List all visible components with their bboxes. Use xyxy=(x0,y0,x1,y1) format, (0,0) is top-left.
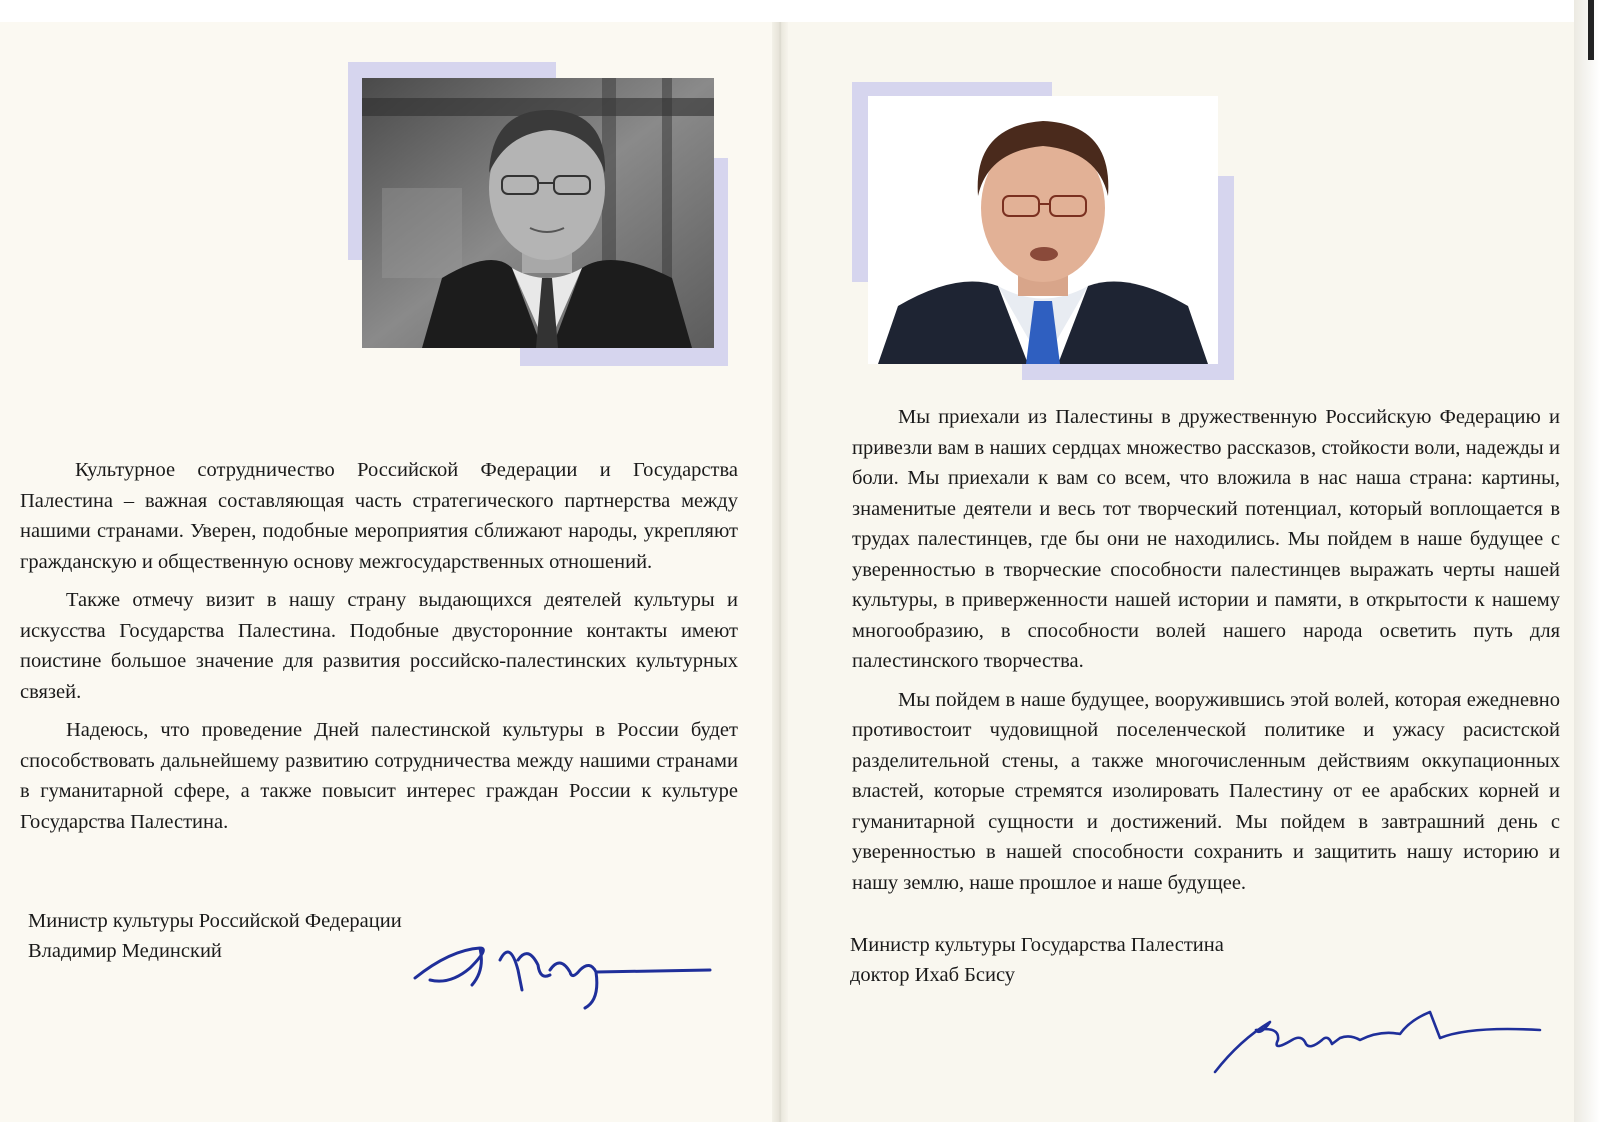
paragraph: Также отмечу визит в нашу страну выдающихся деятелей культуры и искусства Государства Палестина. Подобные двусторонние контакты имеют поистине большое значение для развития российско-палестинских культурных связей. xyxy=(20,589,738,703)
page-edge xyxy=(1574,0,1600,1122)
signatory-name: Владимир Мединский xyxy=(28,940,222,962)
portrait-photo-icon xyxy=(362,78,714,348)
left-letter-body xyxy=(20,455,738,837)
paragraph: Надеюсь, что проведение Дней палестинской культуры в России будет способствовать дальнейшему развитию сотрудничества между нашими странами в гуманитарной сфере, а также повысит интерес граждан России к культуре Государства Палестина. xyxy=(20,719,738,833)
paragraph: Мы пойдем в наше будущее, вооружившись этой волей, которая ежедневно противостоит чудовищной поселенческой политике и ужасу расистской разделительной стены, а также многочисленным действиям оккупационных властей, которые стремятся изолировать Палестину от ее арабских корней и гуманитарной сущности и достижений. Мы пойдем в завтрашний день с уверенностью в нашей способности сохранить и защитить нашу историю и нашу землю, наше прошлое и наше будущее. xyxy=(852,688,1560,894)
signature-medinsky-icon xyxy=(410,930,720,1010)
signatory-title: Министр культуры Государства Палестина xyxy=(850,934,1224,956)
right-signatory xyxy=(850,930,1224,990)
portrait-photo-icon xyxy=(868,96,1218,364)
signatory-title: Министр культуры Российской Федерации xyxy=(28,910,402,932)
paragraph: Культурное сотрудничество Российской Федерации и Государства Палестина – важная составляющая часть стратегического партнерства между нашими странами. Уверен, подобные мероприятия сближают народы, укрепляют гражданскую и общественную основу межгосударственных отношений. xyxy=(20,459,738,573)
paragraph: Мы приехали из Палестины в дружественную Российскую Федерацию и привезли вам в наших сердцах множество рассказов, стойкости воли, надежды и боли. Мы приехали к вам со всем, что вложила в нас наша страна: картины, знаменитые деятели и весь тот творческий потенциал, который воплощается в трудах палестинцев, где бы они не находились. Мы пойдем в наше будущее с уверенностью в творческие способности палестинцев выражать черты нашей культуры, в приверженности нашей истории и памяти, в открытости к нашему многообразию, в способности волей нашего народа осветить путь для палестинского творчества. xyxy=(852,406,1560,672)
left-signatory xyxy=(28,906,402,966)
page-gutter xyxy=(772,22,788,1122)
signatory-name: доктор Ихаб Бсису xyxy=(850,964,1016,986)
signature-bsisu-icon xyxy=(1210,1000,1550,1080)
right-letter-body xyxy=(852,402,1560,898)
